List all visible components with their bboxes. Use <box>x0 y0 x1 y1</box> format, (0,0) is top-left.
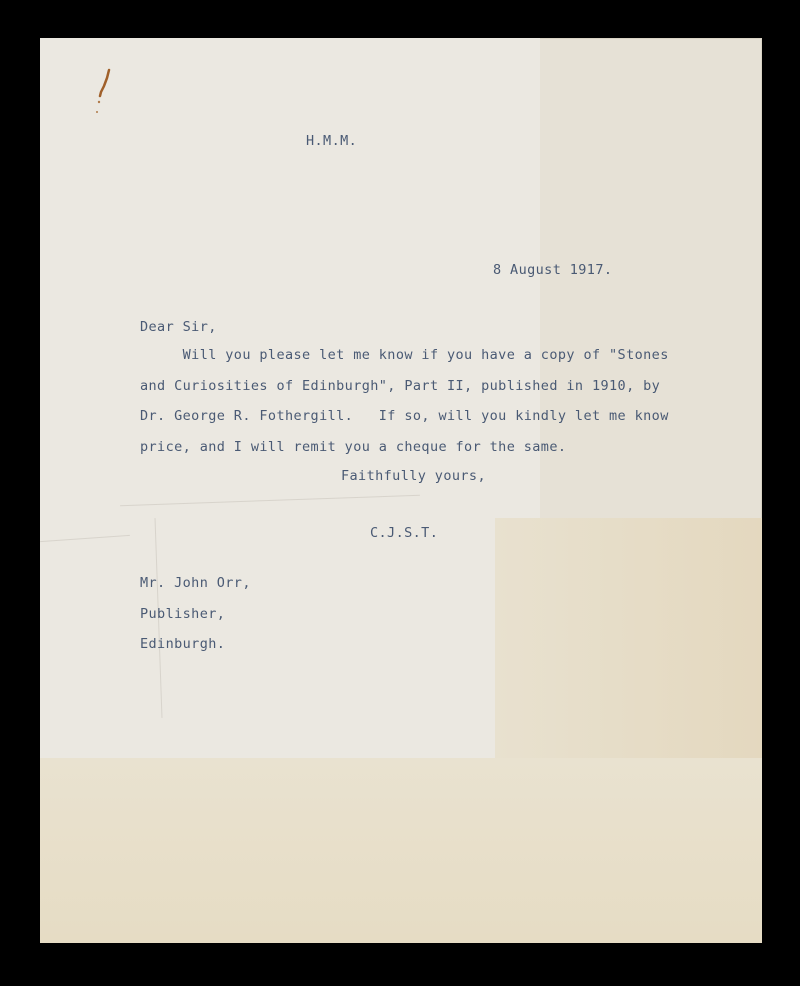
recipient-name: Mr. John Orr, <box>140 575 251 591</box>
body-line: price, and I will remit you a cheque for the same. <box>140 438 567 455</box>
paper-yellowed-bottom <box>40 758 762 943</box>
signature-initials: C.J.S.T. <box>370 525 439 541</box>
body-line: and Curiosities of Edinburgh", Part II, published in 1910, by <box>140 377 661 394</box>
body-line: Dr. George R. Fothergill. If so, will you kindly let me know <box>140 408 669 424</box>
closing: Faithfully yours, <box>341 468 486 484</box>
body-line: Will you please let me know if you have a copy of "Stones <box>140 347 669 363</box>
salutation: Dear Sir, <box>140 319 217 335</box>
recipient-city: Edinburgh. <box>140 636 226 652</box>
recipient-title: Publisher, <box>140 605 226 622</box>
letter-body <box>140 340 669 462</box>
header-initials: H.M.M. <box>306 133 358 149</box>
letter-sheet <box>40 38 762 943</box>
letter-date: 8 August 1917. <box>493 262 613 278</box>
recipient-address <box>140 568 251 660</box>
